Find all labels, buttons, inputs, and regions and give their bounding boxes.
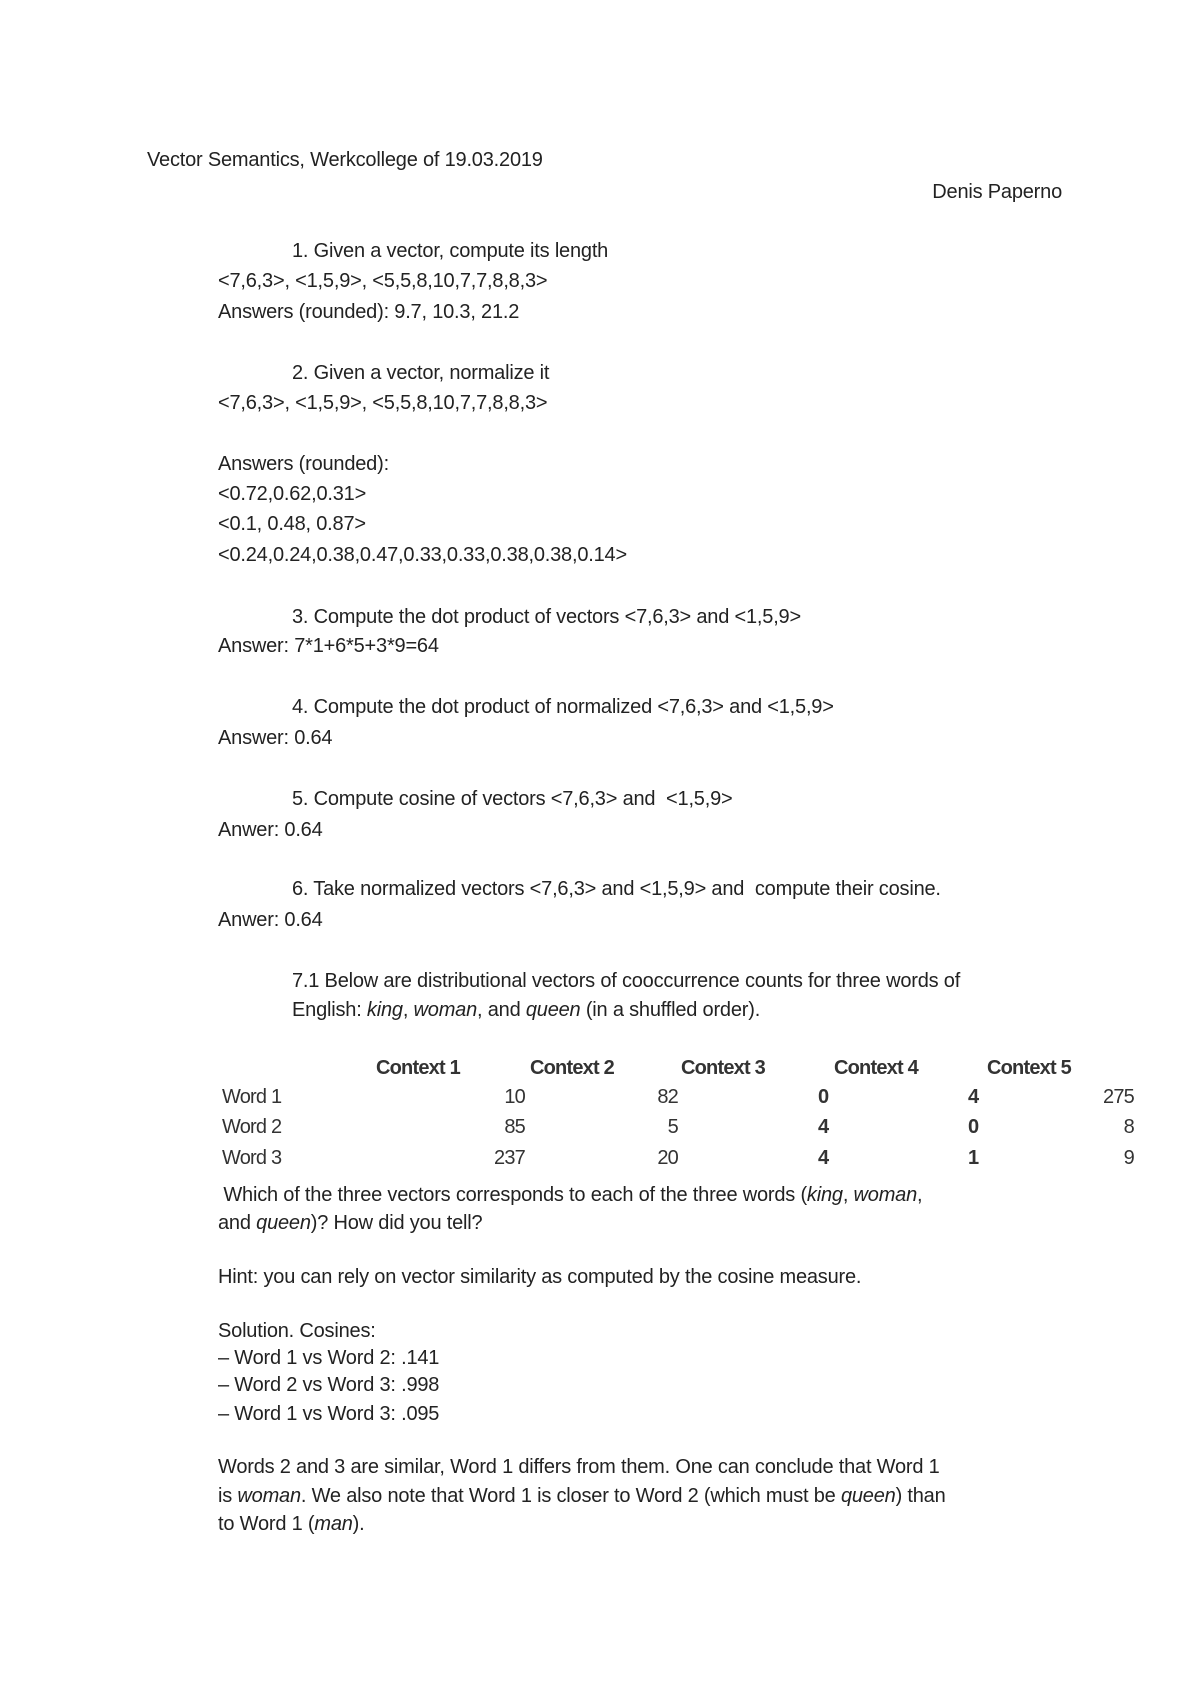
table-cell: 1 <box>968 1147 979 1169</box>
word-queen: queen <box>256 1212 311 1234</box>
q3-answer: Answer: 7*1+6*5+3*9=64 <box>218 635 439 657</box>
word-queen: queen <box>840 1485 896 1507</box>
table-cell: 275 <box>1103 1086 1134 1108</box>
q4-answer: Answer: 0.64 <box>218 727 333 749</box>
table-cell: 0 <box>818 1086 829 1108</box>
q7-question-line1 <box>218 1183 922 1207</box>
text: ). <box>352 1513 365 1535</box>
solution-label: Solution. Cosines: <box>218 1320 376 1342</box>
q6-answer: Anwer: 0.64 <box>218 909 323 931</box>
text: , <box>402 999 414 1021</box>
text: )? How did you tell? <box>310 1212 483 1234</box>
word-queen: queen <box>525 999 581 1021</box>
text: English: <box>292 999 367 1021</box>
table-cell: 10 <box>504 1086 525 1108</box>
q5-question: 5. Compute cosine of vectors <7,6,3> and <1,5,9> <box>292 788 733 810</box>
text: is <box>218 1485 238 1507</box>
cosine-item: – Word 2 vs Word 3: .998 <box>218 1374 440 1396</box>
table-row-label: Word 2 <box>222 1116 282 1138</box>
author: Denis Paperno <box>932 181 1062 203</box>
table-cell: 9 <box>1123 1147 1134 1169</box>
table-row-label: Word 1 <box>222 1086 282 1108</box>
table-cell: 0 <box>968 1116 979 1138</box>
q2-vectors: <7,6,3>, <1,5,9>, <5,5,8,10,7,7,8,8,3> <box>218 392 548 414</box>
q2-answer-label: Answers (rounded): <box>218 453 389 475</box>
q2-question: 2. Given a vector, normalize it <box>292 362 550 384</box>
word-woman: woman <box>853 1184 918 1206</box>
table-cell: 4 <box>818 1147 829 1169</box>
text: to Word 1 ( <box>218 1513 315 1535</box>
q2-answer: <0.1, 0.48, 0.87> <box>218 513 366 535</box>
q7-intro: 7.1 Below are distributional vectors of cooccurrence counts for three words of <box>292 970 961 992</box>
word-woman: woman <box>413 999 478 1021</box>
q7-question-line2 <box>218 1211 482 1235</box>
table-row-label: Word 3 <box>222 1147 282 1169</box>
q6-question: 6. Take normalized vectors <7,6,3> and <1,5,9> and compute their cosine. <box>292 878 941 900</box>
q2-answer: <0.72,0.62,0.31> <box>218 483 367 505</box>
conclusion-line1: Words 2 and 3 are similar, Word 1 differs from them. One can conclude that Word 1 <box>218 1456 940 1478</box>
text: , and <box>477 999 526 1021</box>
cosine-item: – Word 1 vs Word 3: .095 <box>218 1403 440 1425</box>
q3-question: 3. Compute the dot product of vectors <7,6,3> and <1,5,9> <box>292 606 801 628</box>
conclusion-line3 <box>218 1512 365 1536</box>
hint: Hint: you can rely on vector similarity as computed by the cosine measure. <box>218 1266 862 1288</box>
conclusion-line2 <box>218 1484 946 1508</box>
table-header: Context 1 <box>376 1057 460 1079</box>
table-cell: 8 <box>1123 1116 1134 1138</box>
q1-vectors: <7,6,3>, <1,5,9>, <5,5,8,10,7,7,8,8,3> <box>218 270 548 292</box>
table-header: Context 2 <box>530 1057 614 1079</box>
table-cell: 5 <box>667 1116 678 1138</box>
text: , <box>917 1184 923 1206</box>
word-man: man <box>314 1513 353 1535</box>
word-king: king <box>806 1184 843 1206</box>
word-woman: woman <box>237 1485 301 1507</box>
word-king: king <box>366 999 403 1021</box>
document-title: Vector Semantics, Werkcollege of 19.03.2019 <box>147 149 543 171</box>
table-cell: 82 <box>657 1086 678 1108</box>
text: Which of the three vectors corresponds to each of the three words ( <box>218 1184 807 1206</box>
table-header: Context 3 <box>681 1057 765 1079</box>
q7-intro-line2 <box>292 998 760 1022</box>
table-cell: 4 <box>818 1116 829 1138</box>
q5-answer: Anwer: 0.64 <box>218 819 323 841</box>
q2-answer: <0.24,0.24,0.38,0.47,0.33,0.33,0.38,0.38,0.14> <box>218 544 627 566</box>
q4-question: 4. Compute the dot product of normalized <7,6,3> and <1,5,9> <box>292 696 834 718</box>
table-cell: 20 <box>657 1147 678 1169</box>
text: and <box>218 1212 257 1234</box>
q1-question: 1. Given a vector, compute its length <box>292 240 609 262</box>
table-cell: 4 <box>968 1086 979 1108</box>
table-header: Context 5 <box>987 1057 1071 1079</box>
text: ) than <box>895 1485 946 1507</box>
table-cell: 85 <box>504 1116 525 1138</box>
table-cell: 237 <box>494 1147 525 1169</box>
text: , <box>842 1184 854 1206</box>
cosine-item: – Word 1 vs Word 2: .141 <box>218 1347 440 1369</box>
q1-answer: Answers (rounded): 9.7, 10.3, 21.2 <box>218 301 520 323</box>
table-header: Context 4 <box>834 1057 918 1079</box>
text: . We also note that Word 1 is closer to Word 2 (which must be <box>300 1485 841 1507</box>
text: (in a shuffled order). <box>580 999 761 1021</box>
